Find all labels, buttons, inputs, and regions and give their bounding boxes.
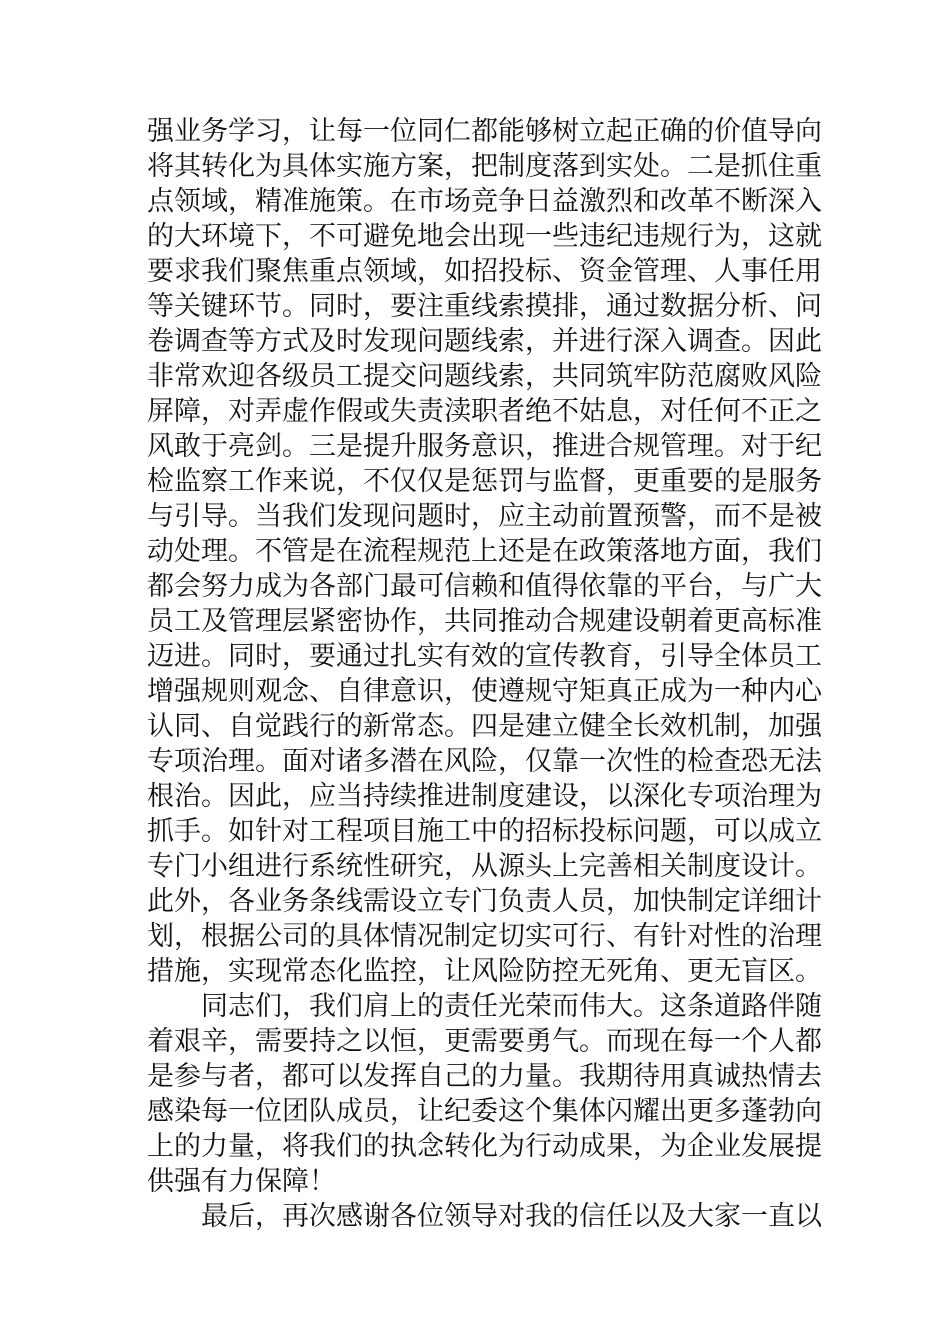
text-line: 要求我们聚焦重点领域，如招投标、资金管理、人事任用 (147, 256, 822, 287)
text-line: 措施，实现常态化监控，让风险防控无死角、更无盲区。 (147, 956, 822, 987)
text-line: 强业务学习，让每一位同仁都能够树立起正确的价值导向 (147, 116, 822, 147)
text-line: 抓手。如针对工程项目施工中的招标投标问题，可以成立 (147, 816, 822, 847)
text-line: 等关键环节。同时，要注重线索摸排，通过数据分析、问 (147, 291, 822, 322)
text-line: 同志们，我们肩上的责任光荣而伟大。这条道路伴随 (201, 991, 822, 1022)
text-line: 迈进。同时，要通过扎实有效的宣传教育，引导全体员工 (147, 641, 822, 672)
text-line: 是参与者，都可以发挥自己的力量。我期待用真诚热情去 (147, 1061, 822, 1092)
paragraph (147, 1199, 822, 1234)
text-line: 的大环境下，不可避免地会出现一些违纪违规行为，这就 (147, 221, 822, 252)
text-line: 卷调查等方式及时发现问题线索，并进行深入调查。因此 (147, 326, 822, 357)
text-line: 着艰辛，需要持之以恒，更需要勇气。而现在每一个人都 (147, 1026, 822, 1057)
paragraph (147, 114, 822, 989)
text-line: 上的力量，将我们的执念转化为行动成果，为企业发展提 (147, 1131, 822, 1162)
text-line: 屏障，对弄虚作假或失责渎职者绝不姑息，对任何不正之 (147, 396, 822, 427)
text-line: 增强规则观念、自律意识，使遵规守矩真正成为一种内心 (147, 676, 822, 707)
paragraph (147, 989, 822, 1199)
text-line: 检监察工作来说，不仅仅是惩罚与监督，更重要的是服务 (147, 466, 822, 497)
text-line: 动处理。不管是在流程规范上还是在政策落地方面，我们 (147, 536, 822, 567)
text-line: 员工及管理层紧密协作，共同推动合规建设朝着更高标准 (147, 606, 822, 637)
text-line: 认同、自觉践行的新常态。四是建立健全长效机制，加强 (147, 711, 822, 742)
text-line: 专项治理。面对诸多潜在风险，仅靠一次性的检查恐无法 (147, 746, 822, 777)
text-line: 风敢于亮剑。三是提升服务意识，推进合规管理。对于纪 (147, 431, 822, 462)
text-line: 点领域，精准施策。在市场竞争日益激烈和改革不断深入 (147, 186, 822, 217)
text-line: 此外，各业务条线需设立专门负责人员，加快制定详细计 (147, 886, 822, 917)
text-line: 感染每一位团队成员，让纪委这个集体闪耀出更多蓬勃向 (147, 1096, 822, 1127)
text-line: 供强有力保障！ (147, 1166, 336, 1197)
text-line: 与引导。当我们发现问题时，应主动前置预警，而不是被 (147, 501, 822, 532)
text-line: 根治。因此，应当持续推进制度建设，以深化专项治理为 (147, 781, 822, 812)
text-line: 专门小组进行系统性研究，从源头上完善相关制度设计。 (147, 851, 822, 882)
document-body (147, 114, 822, 1234)
text-line: 最后，再次感谢各位领导对我的信任以及大家一直以 (201, 1201, 822, 1232)
text-line: 非常欢迎各级员工提交问题线索，共同筑牢防范腐败风险 (147, 361, 822, 392)
text-line: 都会努力成为各部门最可信赖和值得依靠的平台，与广大 (147, 571, 822, 602)
text-line: 将其转化为具体实施方案，把制度落到实处。二是抓住重 (147, 151, 822, 182)
text-line: 划，根据公司的具体情况制定切实可行、有针对性的治理 (147, 921, 822, 952)
